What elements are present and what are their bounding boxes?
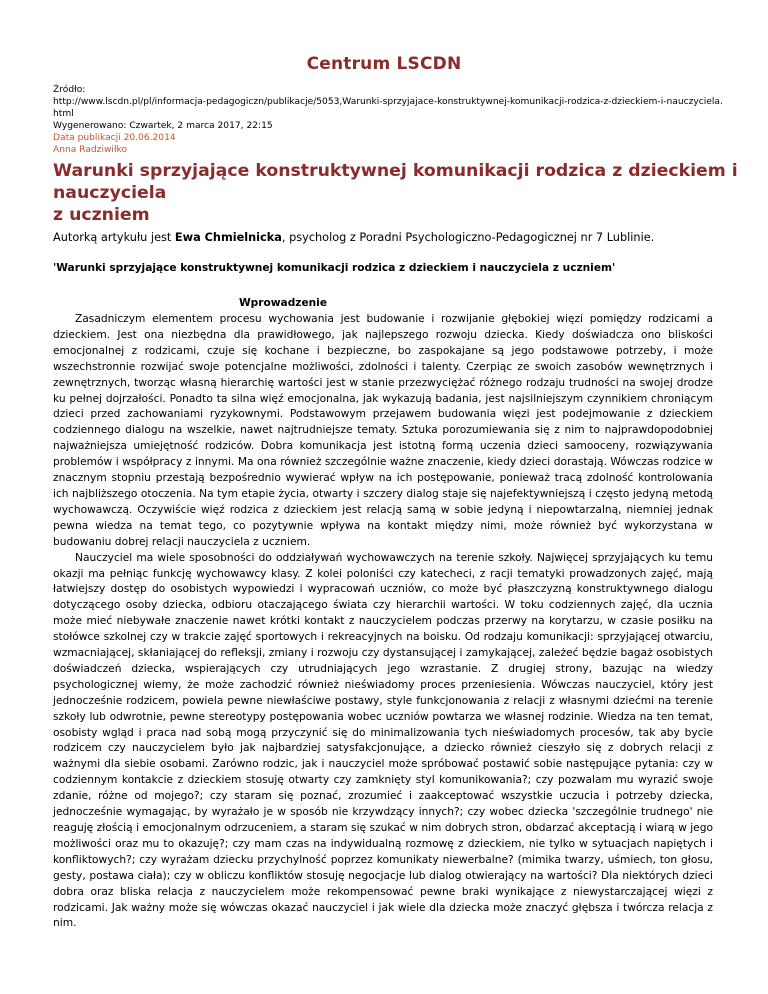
article-body [53, 311, 713, 931]
quoted-title: 'Warunki sprzyjające konstruktywnej komunikacji rodzica z dzieckiem i nauczyciela z uczniem' [53, 262, 616, 274]
body-paragraph: Zasadniczym elementem procesu wychowania jest budowanie i rozwijanie głębokiej więzi pomiędzy rodzicami a dzieckiem. Jest ona niezbędna dla prawidłowego, jak najlepszego rozwoju dziecka. Kiedy doświadcza ono bliskości emocjonalnej z rodzicami, czuje się kochane i bezpieczne, bo zaspokajane są jego podstawowe potrzeby, i może wszechstronnie rozwijać swoje potencjalne możliwości, zdolności i talenty. Czerpiąc ze swoich zasobów wewnętrznych i zewnętrznych, tworząc własną hierarchię wartości jest w stanie przezwyciężać różnego rodzaju trudności na swojej drodze ku pełnej dojrzałości. Ponadto ta silna więź emocjonalna, jak wykazują badania, jest najsilniejszym czynnikiem chroniącym dzieci przed zachowaniami ryzykownymi. Podstawowym przejawem budowania więzi jest podejmowanie z dzieckiem codziennego dialogu na wszelkie, nawet najtrudniejsze tematy. Sztuka porozumiewania się z nim to najprawdopodobniej najważniejsza umiejętność rodziców. Dobra komunikacja jest istotną formą uczenia dzieci samooceny, rozwiązywania problemów i współpracy z innymi. Ma ona również szczególnie ważne znaczenie, kiedy dzieci dorastają. Wówczas rodzice w znacznym stopniu przestają bezpośrednio wywierać wpływ na ich postępowanie, ponieważ tracą zdolność kontrolowania ich najbliższego otoczenia. Na tym etapie życia, otwarty i szczery dialog staje się najefektywniejszą i często jedyną metodą wychowawczą. Oczywiście więź rodzica z dzieckiem jest relacją samą w sobie jedyną i niepowtarzalną, niemniej jednak pewna wiedza na temat tego, co pozytywnie wpływa na kontakt między nimi, może również być wykorzystana w budowaniu dobrej relacji nauczyciela z uczniem. [53, 312, 713, 548]
generated-timestamp: Wygenerowano: Czwartek, 2 marca 2017, 22:15 [53, 121, 273, 131]
section-heading: Wprowadzenie [239, 297, 327, 309]
article-title-line: nauczyciela [53, 183, 167, 203]
publisher-author: Anna Radziwiłko [53, 145, 128, 155]
article-title-line: Warunki sprzyjające konstruktywnej komunikacji rodzica z dzieckiem i [53, 161, 738, 181]
author-suffix: , psycholog z Poradni Psychologiczno-Pedagogicznej nr 7 Lublinie. [281, 231, 655, 244]
author-name: Ewa Chmielnicka [174, 231, 282, 244]
body-paragraph: Nauczyciel ma wiele sposobności do oddziaływań wychowawczych na terenie szkoły. Najwięcej sprzyjających ku temu okazji ma pełniąc funkcję wychowawcy klasy. Z kolei poloniści czy katecheci, z racji tematyki prowadzonych zajęć, mają łatwiejszy dostęp do osobistych wypowiedzi i wypracowań uczniów, co może być płaszczyzną konstruktywnego dialogu dotyczącego osoby dziecka, odbioru otaczającego świata czy hierarchii wartości. W toku codziennych zajęć, dla ucznia może mieć niebywałe znaczenie nawet krótki kontakt z nauczycielem podczas przerwy na korytarzu, w czasie posiłku na stołówce szkolnej czy w trakcie zajęć sportowych i rekreacyjnych na boisku. Od rodzaju komunikacji: sprzyjającej otwarciu, wzmacniającej, skłaniającej do refleksji, zmiany i rozwoju czy dystansującej i zamykającej, zależeć będzie bagaż osobistych doświadczeń dziecka, wspierających czy utrudniających jego wzrastanie. Z drugiej strony, bazując na wiedzy psychologicznej wiemy, że może zachodzić również nieświadomy proces przeniesienia. Wówczas nauczyciel, który jest jednocześnie rodzicem, powiela pewne niewłaściwe postawy, style funkcjonowania z relacji z własnymi dziećmi na terenie szkoły lub odwrotnie, pewne stereotypy postępowania wobec uczniów powtarza we własnej rodzinie. Wiedza na ten temat, osobisty wgląd i praca nad sobą mogą przyczynić się do minimalizowania tych nieświadomych procesów, tak aby bycie rodzicem czy nauczycielem było jak najbardziej satysfakcjonujące, a dziecko również cieszyło się z dobrych relacji z ważnymi dla siebie osobami. Zarówno rodzic, jak i nauczyciel może spróbować postawić sobie następujące pytania: czy w codziennym kontakcie z dzieckiem stosuję otwarty czy zamknięty styl komunikowania?; czy pozwalam mu wyrazić swoje zdanie, różne od mojego?; czy staram się poznać, zrozumieć i zaakceptować wszystkie uczucia i potrzeby dziecka, jednocześnie wymagając, by wyrażało je w sposób nie krzywdzący innych?; czy wobec dziecka 'szczególnie trudnego' nie reaguję złością i emocjonalnym odrzuceniem, a staram się szukać w nim dobrych stron, obdarzać akceptacją i wiarą w jego możliwości oraz mu to okazuję?; czy mam czas na indywidualną rozmowę z dzieckiem, nie tylko w sytuacjach napiętych i konfliktowych?; czy wyrażam dziecku przychylność poprzez komunikaty niewerbalne? (mimika twarzy, uśmiech, ton głosu, gesty, postawa ciała); czy w obliczu konfliktów stosuję negocjacje lub dialog otwierający na wartości? Dla niektórych dzieci dobra oraz bliska relacja z nauczycielem może rekompensować pewne braki wynikające z niewystarczającej więzi z rodzicami. Jak ważny może się wówczas okazać nauczyciel i jak wiele dla dziecka może znaczyć głębsza i twórcza relacja z nim. [53, 550, 713, 930]
article-title [53, 160, 743, 226]
source-url-link[interactable]: http://www.lscdn.pl/pl/informacja-pedagogiczn/publikacje/5053,Warunki-sprzyjajace-konstruktywnej-komunikacji-rodzica-z-dzieckiem-i-nauczyciela.html [53, 97, 723, 119]
author-prefix: Autorką artykułu jest [53, 231, 175, 244]
article-title-line: z uczniem [53, 205, 150, 225]
source-label: Źródło: [53, 85, 86, 95]
document-meta [53, 84, 723, 156]
publication-date: Data publikacji 20.06.2014 [53, 133, 176, 143]
site-title: Centrum LSCDN [306, 54, 462, 74]
author-line [53, 231, 733, 244]
